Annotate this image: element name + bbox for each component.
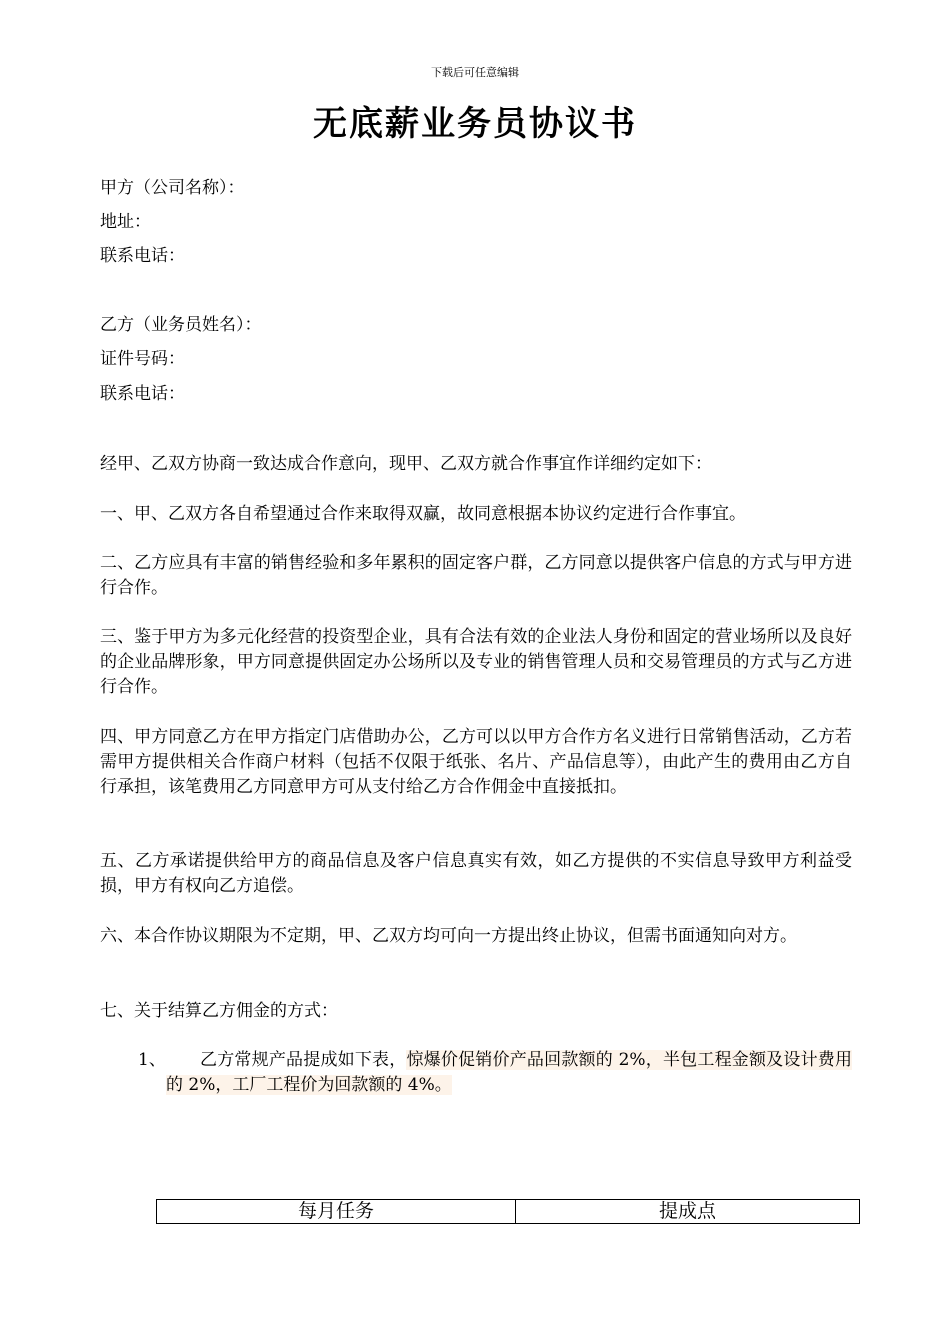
sub-item-text [166,1048,852,1098]
clause-6: 六、本合作协议期限为不定期，甲、乙双方均可向一方提出终止协议，但需书面通知向对方。 [100,926,797,946]
clause-5: 五、乙方承诺提供给甲方的商品信息及客户信息真实有效，如乙方提供的不实信息导致甲方利益受损，甲方有权向乙方追偿。 [100,851,852,896]
intro-paragraph: 经甲、乙双方协商一致达成合作意向，现甲、乙双方就合作事宜作详细约定如下： [100,454,712,474]
party-b-name-label: 乙方（业务员姓名）： [100,315,262,335]
clause-3: 三、鉴于甲方为多元化经营的投资型企业，具有合法有效的企业法人身份和固定的营业场所以及良好的企业品牌形象，甲方同意提供固定办公场所以及专业的销售管理人员和交易管理员的方式与乙方进行合作。 [100,627,852,697]
clause-4: 四、甲方同意乙方在甲方指定门店借助办公，乙方可以以甲方合作方名义进行日常销售活动，乙方若需甲方提供相关合作商户材料（包括不仅限于纸张、名片、产品信息等），由此产生的费用由乙方自行承担，该笔费用乙方同意甲方可从支付给乙方合作佣金中直接抵扣。 [100,727,852,797]
clause-2: 二、乙方应具有丰富的销售经验和多年累积的固定客户群，乙方同意以提供客户信息的方式与甲方进行合作。 [100,553,852,598]
party-a-name-label: 甲方（公司名称）： [100,178,245,198]
clause-7: 七、关于结算乙方佣金的方式： [100,1001,338,1021]
table-header-row [157,1200,860,1224]
party-a-address-label: 地址： [100,212,151,232]
commission-table [156,1199,860,1224]
party-b-id-label: 证件号码： [100,349,185,369]
clause-1: 一、甲、乙双方各自希望通过合作来取得双赢，故同意根据本协议约定进行合作事宜。 [100,504,746,524]
sub-item-number: 1、 [138,1050,166,1070]
party-b-phone-label: 联系电话： [100,384,185,404]
sub-item-text-part1: 乙方常规产品提成如下表， [200,1050,407,1070]
party-a-phone-label: 联系电话： [100,246,185,266]
table-header-commission-rate: 提成点 [516,1200,860,1224]
sub-item-text-part2: 惊爆价促销价产品回款额的 2%，半包工程金额及设计费用的 2%，工厂工程价为回款额的 4%。 [166,1050,853,1095]
table-header-monthly-task: 每月任务 [157,1200,516,1224]
header-note: 下载后可任意编辑 [431,66,519,79]
document-title: 无底薪业务员协议书 [313,104,637,144]
